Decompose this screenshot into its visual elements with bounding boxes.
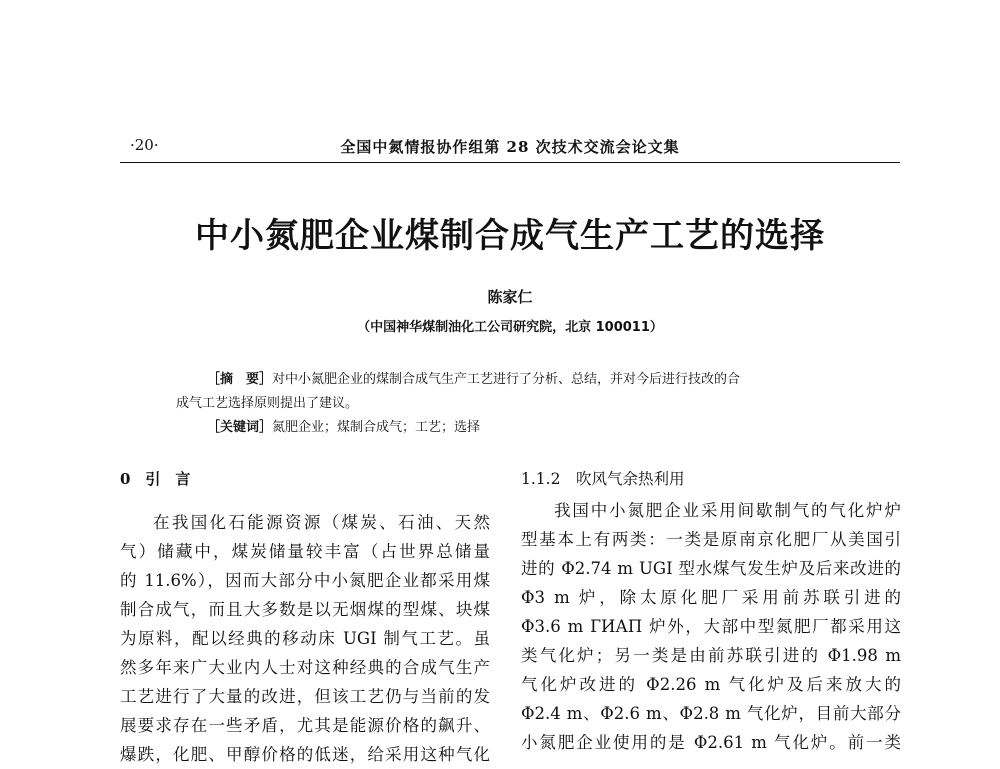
paragraph-line: 在我国化石能源资源（煤炭、石油、天然 (153, 513, 490, 532)
paragraph-line: Φ3.6 m ГИАП 炉外，大部中型氮肥厂都采用这 (521, 617, 901, 636)
paragraph-line: 工艺进行了大量的改进，但该工艺仍与当前的发 (120, 687, 490, 706)
paragraph-line: 的 11.6%），因而大部分中小氮肥企业都采用煤 (120, 571, 490, 590)
right-column (521, 462, 901, 757)
paragraph-line: 为原料，配以经典的移动床 UGI 制气工艺。虽 (120, 629, 490, 648)
keywords-label: ［关键词］ (207, 420, 273, 435)
paragraph-line: 制合成气，而且大多数是以无烟煤的型煤、块煤 (120, 600, 490, 619)
paragraph-line: 展要求存在一些矛盾，尤其是能源价格的飙升、 (120, 716, 490, 735)
keywords-line (207, 416, 480, 435)
paragraph-line: 型基本上有两类：一类是原南京化肥厂从美国引 (521, 530, 901, 549)
paragraph-line: 类气化炉；另一类是由前苏联引进的 Φ1.98 m (521, 646, 901, 665)
paragraph-line: 然多年来广大业内人士对这种经典的合成气生产 (120, 658, 490, 677)
section-heading-intro: 0 引 言 (120, 470, 191, 488)
header-rule (120, 162, 900, 163)
left-column (120, 508, 490, 769)
journal-title: 全国中氮情报协作组第 28 次技术交流会论文集 (340, 138, 680, 156)
page-number: ·20· (130, 136, 159, 154)
abstract-line-1 (207, 368, 740, 387)
paragraph-line: 爆跌，化肥、甲醇价格的低迷，给采用这种气化 (120, 745, 490, 764)
article-title: 中小氮肥企业煤制合成气生产工艺的选择 (195, 216, 825, 256)
abstract-line-2 (176, 392, 358, 411)
paragraph-line: 气）储藏中，煤炭储量较丰富（占世界总储量 (120, 542, 490, 561)
paragraph-line: 小氮肥企业使用的是 Φ2.61 m 气化炉。前一类 (521, 733, 901, 752)
paragraph-line: 进的 Φ2.74 m UGI 型水煤气发生炉及后来改进的 (521, 559, 901, 578)
abstract-text-2: 成气工艺选择原则提出了建议。 (176, 396, 359, 411)
affiliation: （中国神华煤制油化工公司研究院，北京 100011） (357, 320, 663, 335)
abstract-text-1: 对中小氮肥企业的煤制合成气生产工艺进行了分析、总结，并对今后进行技改的合 (272, 372, 741, 387)
paragraph-line: 气化炉改进的 Φ2.26 m 气化炉及后来放大的 (521, 675, 901, 694)
author: 陈家仁 (487, 288, 533, 306)
paragraph-line: Φ2.4 m、Φ2.6 m、Φ2.8 m 气化炉，目前大部分 (521, 704, 901, 723)
subsection-heading: 1.1.2 吹风气余热利用 (521, 470, 685, 488)
paragraph-line: Φ3 m 炉，除太原化肥厂采用前苏联引进的 (521, 588, 901, 607)
running-header (120, 136, 900, 158)
keywords-text: 氮肥企业；煤制合成气；工艺；选择 (272, 420, 481, 435)
paragraph-line: 我国中小氮肥企业采用间歇制气的气化炉炉 (554, 501, 901, 520)
abstract-label: ［摘 要］ (207, 372, 273, 387)
